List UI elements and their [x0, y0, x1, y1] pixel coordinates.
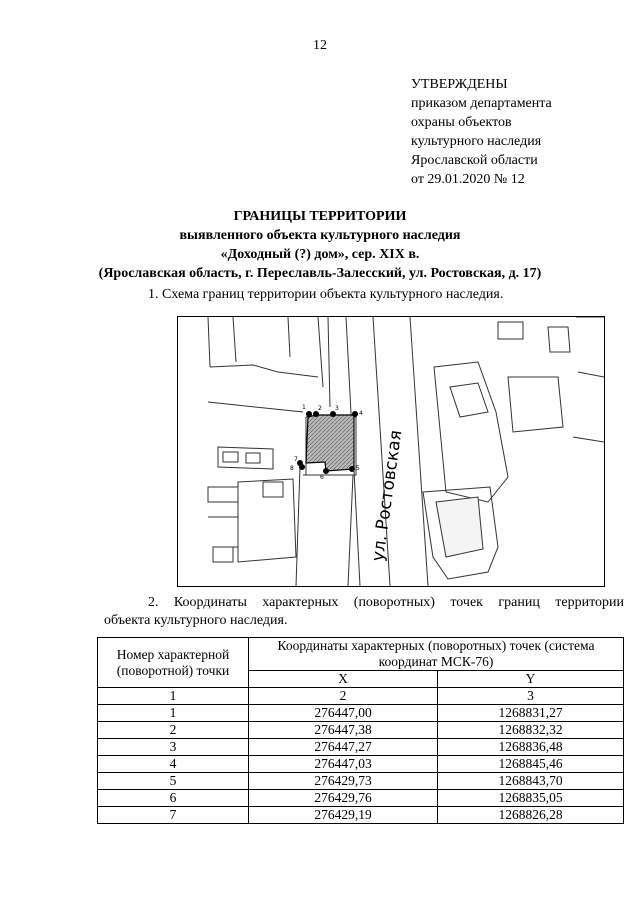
header-point-number: Номер характерной (поворотной) точки — [98, 638, 249, 688]
table-row — [98, 773, 624, 790]
table-cell: 2 — [249, 688, 438, 705]
table-cell: 7 — [98, 807, 249, 824]
table-cell: 1268832,32 — [438, 722, 624, 739]
table-row — [98, 756, 624, 773]
table-row — [98, 739, 624, 756]
header-coordinates: Координаты характерных (поворотных) точек (система координат МСК-76) — [249, 638, 624, 671]
table-cell: 1 — [98, 705, 249, 722]
table-cell: 276429,76 — [249, 790, 438, 807]
table-cell: 3 — [438, 688, 624, 705]
table-cell: 4 — [98, 756, 249, 773]
street-label: ул. Ростовская — [368, 428, 407, 563]
coordinates-table — [97, 637, 624, 824]
approval-line: охраны объектов — [411, 115, 512, 130]
section-2-line: объекта культурного наследия. — [104, 613, 288, 628]
table-cell: 1268831,27 — [438, 705, 624, 722]
point-label: 4 — [359, 410, 363, 417]
title-line: ГРАНИЦЫ ТЕРРИТОРИИ — [233, 209, 407, 224]
table-cell: 276429,19 — [249, 807, 438, 824]
table-cell: 276447,27 — [249, 739, 438, 756]
section-1-heading: 1. Схема границ территории объекта культурного наследия. — [148, 287, 504, 302]
table-cell: 276429,73 — [249, 773, 438, 790]
table-row — [98, 807, 624, 824]
point-label: 2 — [318, 405, 322, 412]
point-label: 5 — [356, 465, 360, 472]
table-cell: 276447,03 — [249, 756, 438, 773]
header-x: X — [249, 671, 438, 688]
table-cell: 6 — [98, 790, 249, 807]
table-cell: 276447,38 — [249, 722, 438, 739]
table-row — [98, 705, 624, 722]
point-label: 7 — [294, 456, 298, 463]
boundary-scheme-map — [177, 316, 605, 587]
table-row — [98, 722, 624, 739]
document-title — [0, 207, 640, 283]
table-cell: 1268826,28 — [438, 807, 624, 824]
table-cell: 1 — [98, 688, 249, 705]
table-cell: 3 — [98, 739, 249, 756]
table-cell: 1268836,48 — [438, 739, 624, 756]
point-label: 1 — [302, 404, 306, 411]
point-label: 8 — [290, 465, 294, 472]
table-cell: 5 — [98, 773, 249, 790]
header-y: Y — [438, 671, 624, 688]
table-cell: 1268835,05 — [438, 790, 624, 807]
approval-line: УТВЕРЖДЕНЫ — [411, 77, 508, 92]
table-index-row — [98, 688, 624, 705]
protected-territory-area — [306, 415, 354, 471]
table-cell: 1268845,46 — [438, 756, 624, 773]
approval-line: Ярославской области — [411, 153, 538, 168]
page-number: 12 — [313, 38, 327, 53]
approval-line: приказом департамента — [411, 96, 552, 111]
approval-block — [411, 75, 552, 189]
table-row — [98, 790, 624, 807]
table-cell: 2 — [98, 722, 249, 739]
point-label: 6 — [320, 474, 324, 481]
title-line: (Ярославская область, г. Переславль-Залесский, ул. Ростовская, д. 17) — [98, 266, 542, 281]
approval-line: от 29.01.2020 № 12 — [411, 172, 525, 187]
map-drawing — [178, 317, 604, 586]
point-label: 3 — [335, 405, 339, 412]
title-line: выявленного объекта культурного наследия — [179, 228, 461, 243]
approval-line: культурного наследия — [411, 134, 542, 149]
table-cell: 276447,00 — [249, 705, 438, 722]
title-line: «Доходный (?) дом», сер. XIX в. — [220, 247, 420, 262]
table-cell: 1268843,70 — [438, 773, 624, 790]
section-2-line: 2. Координаты характерных (поворотных) точек границ территории — [148, 595, 624, 610]
section-2-heading — [104, 594, 624, 630]
